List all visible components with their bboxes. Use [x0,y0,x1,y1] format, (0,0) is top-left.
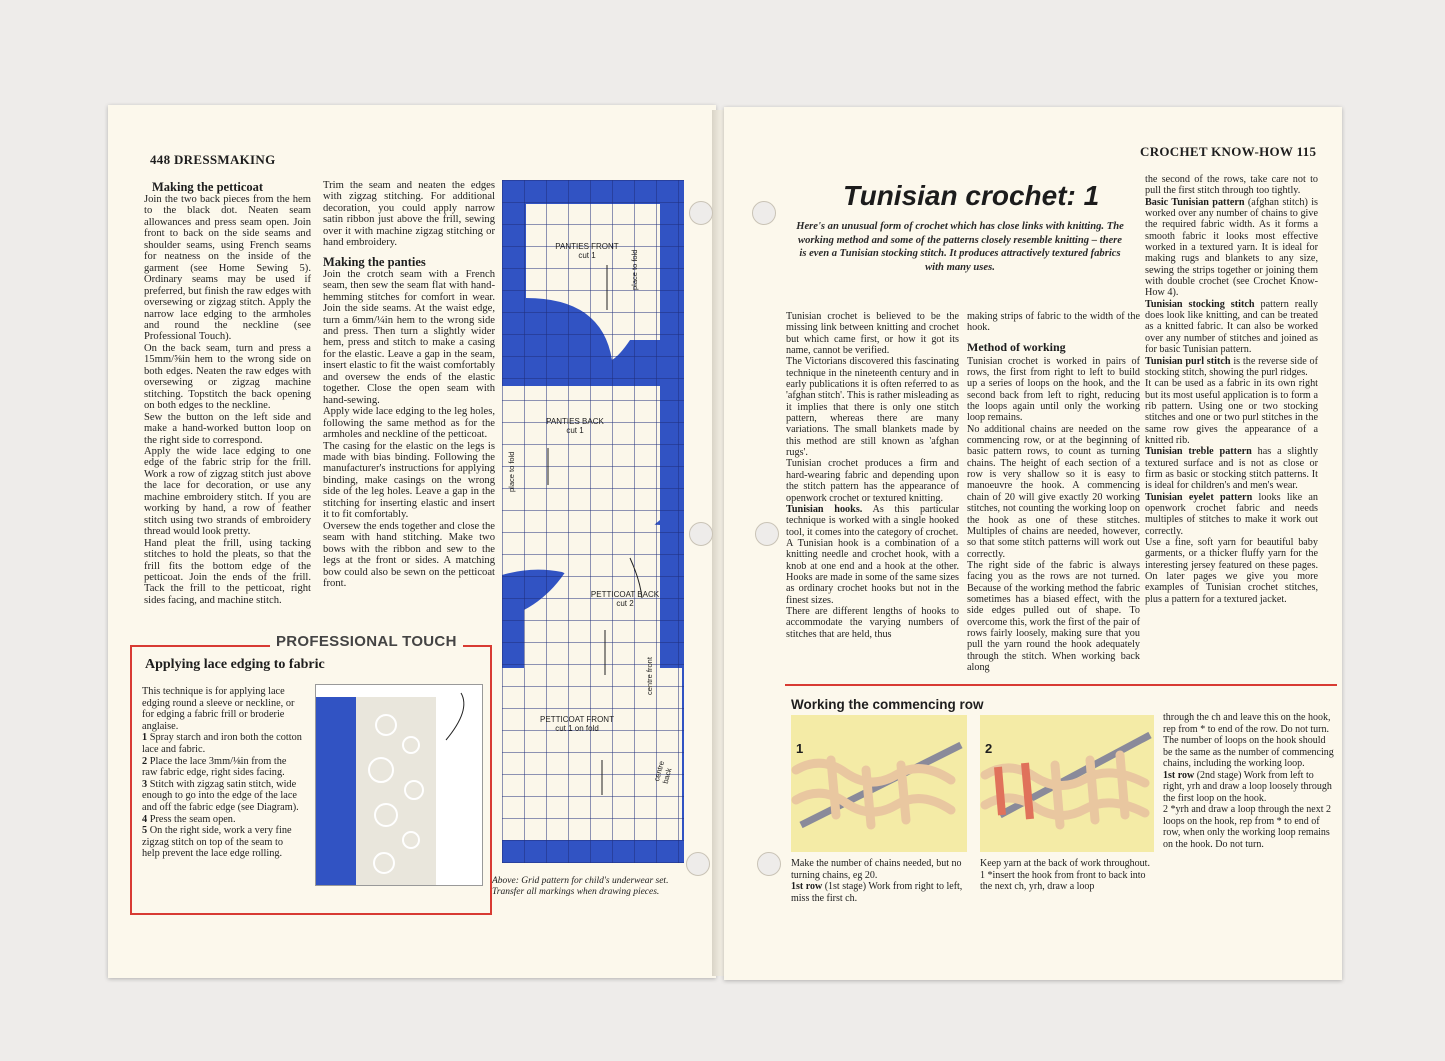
method-para: The right side of the fabric is always facing you as the rows are not turned. Because of the working method the fabric sometimes has a biased effect, with the side edges pulled out of shape. To overcome this, work the first of the pair of rows fairly loosely, making sure that you pull the yarn round the hook adequately through the stitch. When working back along [967,559,1140,673]
pattern-caption: Above: Grid pattern for child's underwear set. Transfer all markings when drawing pieces. [492,876,669,897]
lace-diagram [315,684,483,886]
panties-back-label [530,417,620,435]
crochet-para: The Victorians discovered this fascinating technique in the nineteenth century and in early publications it is often referred to as 'afghan stitch'. This is rather misleading as it implies that there is only one stitch pattern, whereas there are many variations. The small blankets made by this method are still known as 'afghan rugs'. [786,356,959,459]
stitch-para [1145,446,1318,491]
right-section-name: CROCHET KNOW-HOW [1140,144,1293,159]
stitch-para [1145,378,1318,446]
petticoat-back-cut: cut 2 [616,599,634,608]
method-para: No additional chains are needed on the commencing row, or at the beginning of basic pattern rows, to count as turning chains. The height of each section of a row is very shallow so it is easy to manoeuvre the hook. A commencing chain of 20 will give exactly 20 working stitches, not counting the working loop on the hook as one of these stitches. Multiples of chains are needed, however, so that some stitch patterns will work out correctly. [967,423,1140,560]
lace-edging-heading: Applying lace edging to fabric [145,657,325,672]
step-number: 5 [142,825,148,837]
panties-para: The casing for the elastic on the legs is made with bias binding. Following the manufacturer's instructions for applying binding, make casings on the wrong side of the leg holes. Leave a gap in the stitching for inserting elastic and insert it to fit comfortably. [323,440,495,521]
lace-step [142,756,302,779]
lace-step [142,814,302,826]
cap2-text: Keep yarn at the back of work throughout. [980,858,1150,869]
petticoat-front-text: PETTICOAT FRONT [540,715,614,724]
figure-1 [791,715,967,852]
petticoat-para: Apply the wide lace edging to one edge of the fabric strip for the frill. Work a row of zigzag stitch just above the lace for decoration, or use any machine embroidery stitch. If you are working by hand, a row of feather stitch using two strands of embroidery thread would look pretty. [144,445,311,538]
right-page-header [1140,144,1316,160]
place-to-fold-1: place to fold [630,249,639,290]
stitch-text: Use a fine, soft yarn for beautiful baby garments, or a thicker fluffy yarn for the interesting jersey featured on these pages. On later pages we give you more examples of Tunisian crochet stitches, plus a pattern for a textured jacket. [1145,537,1318,605]
petticoat-para: Hand pleat the frill, using tacking stitches to hold the pleats, so that the frill fits the bottom edge of the petticoat. Join the ends of the frill. Tack the frill to the petticoat, right sides facing, and machine stitch. [144,537,311,606]
stitch-text: (afghan stitch) is worked over any number of chains to give the required fabric width. As it forms a smooth fabric it looks most effective worked in a textured yarn. It is ideal for making rugs and blankets to any size, sewing the strips together or joining them with double crochet (see Crochet Know-How 4). [1145,196,1318,299]
grid-pattern [502,180,684,863]
comm-step2: 2 *yrh and draw a loop through the next 2 loops on the hook, rep from * to end of row, when only the working loop remains on the hook. Do not turn. [1163,804,1332,850]
figure-1-caption [791,858,967,904]
cap1-row [791,881,967,904]
petticoat-column [144,180,311,606]
cap1-row-label: 1st row [791,881,823,892]
stitch-text: has a slightly textured surface and is not as close or firm as basic or stocking stitch patterns. It is ideal for children's and men's wear. [1145,446,1318,492]
stitch-para [1145,492,1318,537]
panties-heading: Making the panties [323,254,426,269]
comm-text: through the ch and leave this on the hook, rep from * to end of the row. Do not turn. [1163,712,1331,735]
commencing-column-3 [1163,712,1335,850]
comm-text: The number of loops on the hook should be the same as the number of commencing chains, including the working loop. [1163,735,1334,769]
panties-para: Oversew the ends together and close the seam with hand stitching. Make two bows with the ribbon and sew to the legs at the front or sides. A matching bow could also be sewn on the petticoat front. [323,520,495,589]
crochet-para: A Tunisian hook is a combination of a knitting needle and crochet hook, with a knob at one end and a hook at the other. Hooks are made in some of the same sizes as ordinary crochet hooks but not in the finest sizes. [786,537,959,606]
figure-1-drawing [791,715,967,852]
stitch-para [1145,537,1318,605]
step-text: On the right side, work a very fine zigzag stitch on top of the seam to help prevent the lace edge rolling. [142,825,292,860]
figure-2-number: 2 [985,741,993,756]
comm-row-label: 1st row [1163,769,1195,781]
petticoat-front-cut: cut 1 on fold [555,724,599,733]
petticoat-para: Join the two back pieces from the hem to the black dot. Neaten seam allowances and press seam open. Join front to back on the side seams and shoulder seams, using French seams for neatness on the inside of the garment (see Home Sewing 5). Ordinary seams may be used if preferred, but finish the raw edges with oversewing or zigzag stitch. Apply the narrow lace edging to the armholes and round the neckline (see Professional Touch). [144,194,311,343]
comm-row-text: (2nd stage) Work from left to right, yrh and draw a loop loosely through the first loop on the hook. [1163,769,1332,804]
crochet-column-3 [1145,174,1318,605]
crochet-column-1 [786,311,959,640]
lace-step [142,825,302,860]
figure-1-number: 1 [796,741,804,756]
professional-touch-label: PROFESSIONAL TOUCH [270,633,463,650]
crochet-para: Tunisian crochet produces a firm and hard-wearing fabric and depending upon the stitch pattern has the appearance of openwork crochet or textured knitting. [786,458,959,504]
petticoat-back-label [580,590,670,608]
cap2-step: 1 *insert the hook from front to back into the next ch, yrh, draw a loop [980,869,1146,892]
right-page-number: 115 [1296,144,1317,159]
stitch-label: Tunisian purl stitch [1145,355,1231,367]
stitch-label: Basic Tunisian pattern [1145,196,1245,208]
binder-hole [689,522,713,546]
petticoat-front-label [532,715,622,733]
stitch-para [1145,356,1318,379]
panties-front-label [542,242,632,260]
panties-back-text: PANTIES BACK [546,417,604,426]
hooks-label: Tunisian hooks. [786,503,863,515]
step-number: 3 [142,778,148,790]
panties-para: Join the crotch seam with a French seam, then sew the seam flat with hand-hemming stitches for comfort in wear. Join the side seams. At the waist edge, turn a 6mm/¼in hem to the wrong side and press. Then turn a slightly wider hem, press and stitch to make a casing for the elastic. Leave a gap in the seam, insert elastic to fit the waist comfortably and oversew the ends of the elastic together. Close the open seam with hand-sewing. [323,268,495,406]
stitch-text: It can be used as a fabric in its own right but its most useful application is to form a rib pattern. Using one or two stocking stitches and one or two purl stitches in the same row gives the appearance of a knitted rib. [1145,378,1318,446]
crochet-para: There are different lengths of hooks to accommodate the varying numbers of stitches that are held, thus [786,605,959,640]
step-text: Spray starch and iron both the cotton lace and fabric. [142,732,302,755]
binder-hole [755,522,779,546]
panties-para: Apply wide lace edging to the leg holes, following the same method as for the armholes and neckline of the petticoat. [323,406,495,441]
stitch-para [1145,299,1318,356]
col2-top: making strips of fabric to the width of the hook. [967,311,1140,334]
frill-text: Trim the seam and neaten the edges with zigzag stitching. For additional decoration, you could apply narrow satin ribbon just above the frill, sewing over it with machine zigzag stitching or hand embroidery. [323,180,495,249]
left-section-name: DRESSMAKING [173,152,276,167]
method-para: Tunisian crochet is worked in pairs of rows, the first from right to left to build up a series of loops on the hook, and the second back from left to right, reducing the loops again until only the working loop remains. [967,355,1140,424]
binder-hole [757,852,781,876]
panties-back-cut: cut 1 [566,426,584,435]
stitch-label: Tunisian treble pattern [1145,446,1252,458]
left-page-number: 448 [150,152,171,167]
step-number: 1 [142,732,148,744]
lace-diagram-drawing [316,685,482,885]
petticoat-back-text: PETTICOAT BACK [590,590,660,599]
step-number: 2 [142,755,148,767]
centre-front-label: centre front [645,657,654,695]
binder-hole [752,201,776,225]
comm-row [1163,770,1335,805]
hooks-text: As this particular technique is worked with a single hooked tool, it comes into the category of crochet. [786,503,959,538]
binder-hole [686,852,710,876]
method-heading: Method of working [967,339,1066,354]
lace-steps [142,686,302,860]
figure-2 [980,715,1154,852]
left-page-header [150,152,276,168]
article-title: Tunisian crochet: 1 [843,180,1100,211]
stitch-label: Tunisian stocking stitch [1145,298,1255,310]
stitch-para [1145,197,1318,299]
place-to-fold-2: place to fold [507,451,516,492]
cap1-text: Make the number of chains needed, but no turning chains, eg 20. [791,858,962,881]
petticoat-para: Sew the button on the left side and make a hand-worked button loop on the right side to correspond. [144,411,311,446]
article-intro: Here's an unusual form of crochet which has close links with knitting. The working method and some of the patterns closely resemble knitting – there is even a Tunisian stocking stitch. It produces attractively textured fabrics with many uses. [796,221,1124,273]
figure-2-drawing [980,715,1154,852]
lace-step [142,779,302,814]
cap1-row-text: (1st stage) Work from right to left, miss the first ch. [791,881,963,904]
hooks-para [786,504,959,538]
col3-top: the second of the rows, take care not to pull the first stitch through too tightly. [1145,174,1318,197]
commencing-row-heading: Working the commencing row [791,697,984,712]
stitch-label: Tunisian eyelet pattern [1145,491,1253,503]
panties-column [323,180,495,589]
binder-hole [689,201,713,225]
petticoat-para: On the back seam, turn and press a 15mm/⅝in hem to the wrong side on both edges. Neaten the raw edges with oversewing or zigzag machine stitching. Topstitch the back opening on both edges to the neckline. [144,342,311,412]
step-text: Place the lace 3mm/⅛in from the raw fabric edge, right sides facing. [142,755,287,779]
panties-front-cut: cut 1 [578,251,596,260]
crochet-para: Tunisian crochet is believed to be the missing link between knitting and crochet but which came first, or how it got its name, cannot be verified. [786,311,959,357]
figure-2-caption [980,858,1156,893]
centre-back-label: centre back [652,759,674,785]
section-divider [785,684,1337,686]
lace-step [142,732,302,755]
petticoat-heading: Making the petticoat [152,180,264,194]
lace-intro: This technique is for applying lace edging round a sleeve or neckline, or for edging a fabric frill or broderie anglaise. [142,686,295,732]
step-number: 4 [142,813,148,825]
step-text: Stitch with zigzag satin stitch, wide enough to go into the edge of the lace and off the fabric edge (see Diagram). [142,778,299,813]
stitch-text: looks like an openwork crochet fabric and needs multiples of stitches to make it work out correctly. [1145,491,1319,537]
panties-front-text: PANTIES FRONT [555,242,619,251]
step-text: Press the seam open. [149,813,236,825]
stitch-text: is the reverse side of stocking stitch, showing the purl ridges. [1145,355,1318,378]
stitch-text: pattern really does look like knitting, and can be treated as a knitted fabric. It can also be worked over any number of stitches and joined as for basic Tunisian pattern. [1145,298,1318,356]
crochet-column-2 [967,311,1140,673]
